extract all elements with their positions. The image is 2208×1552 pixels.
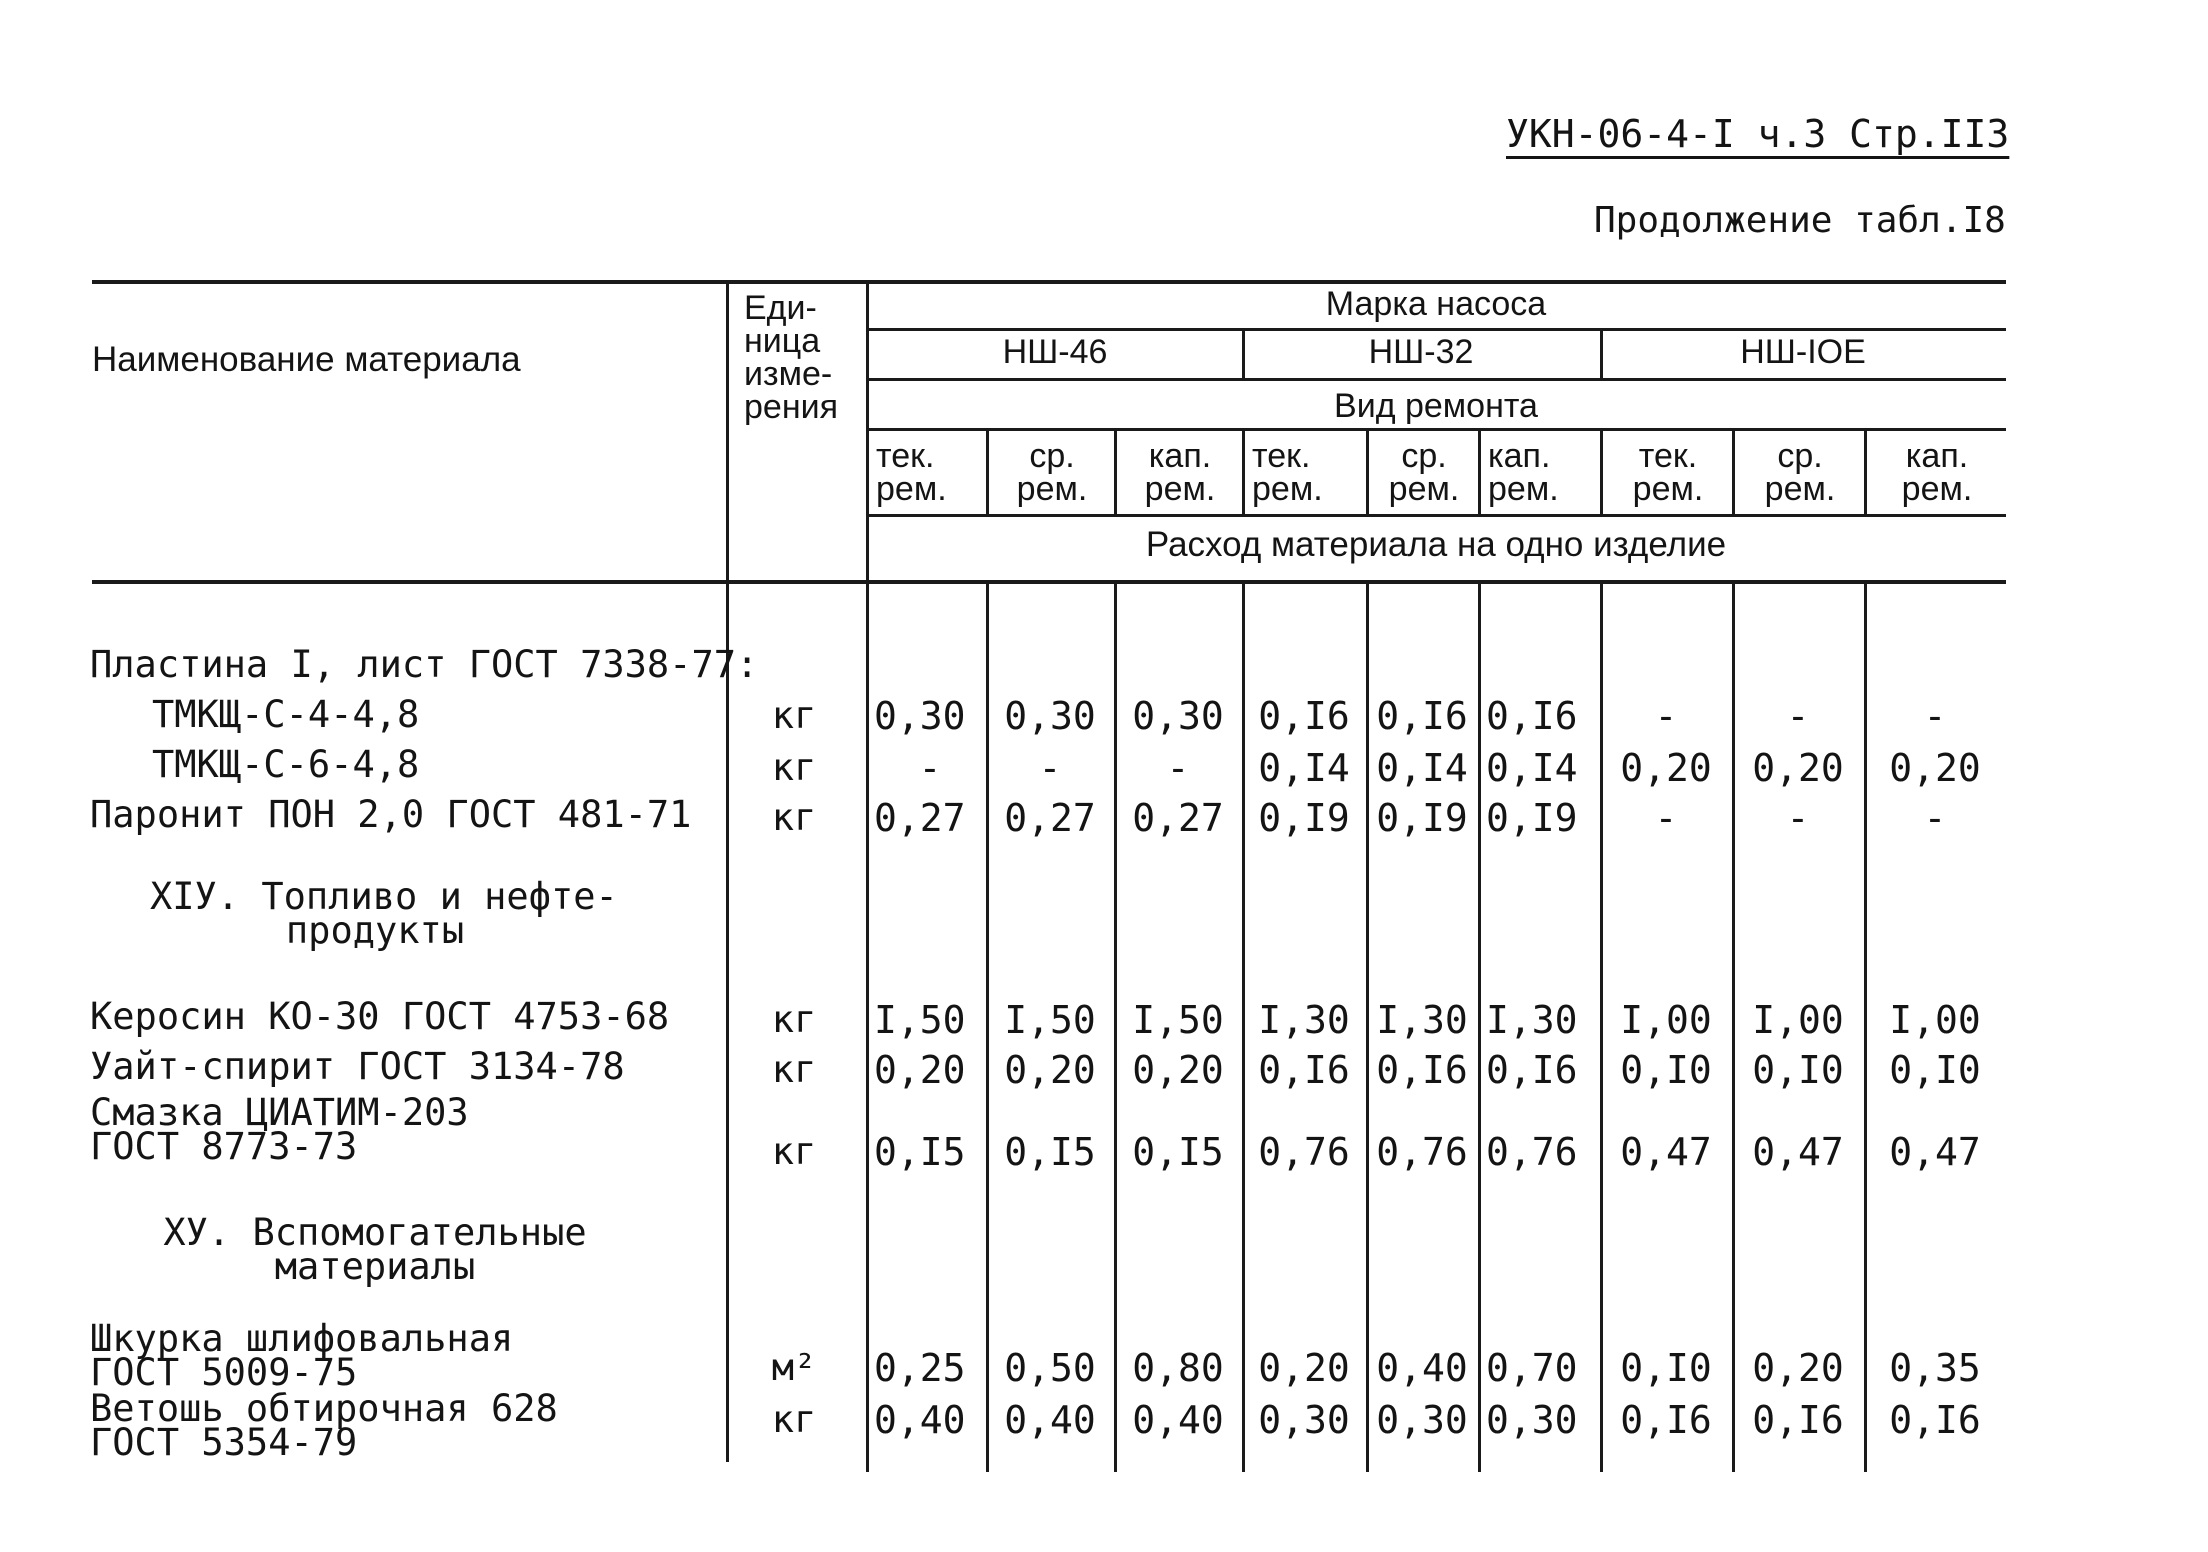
material-name-line: Смазка ЦИАТИМ-203 bbox=[90, 1091, 469, 1134]
repair-type-line: рем. bbox=[1144, 470, 1216, 508]
repair-column-separator bbox=[1600, 430, 1603, 516]
pump-rule bbox=[868, 328, 2006, 331]
value-cell: 0,I6 bbox=[1258, 1048, 1350, 1092]
value-cell: 0,80 bbox=[1132, 1346, 1224, 1390]
repair-type-line: тек. bbox=[1638, 437, 1698, 475]
material-name bbox=[152, 693, 420, 736]
value-cell: I,30 bbox=[1258, 998, 1350, 1042]
repair-type-cell bbox=[1124, 437, 1236, 508]
value-cell: 0,20 bbox=[1889, 746, 1981, 790]
value-cell: 0,I6 bbox=[1752, 1398, 1844, 1442]
name-column-header: Наименование материала bbox=[92, 340, 521, 379]
name-unit-separator bbox=[726, 282, 729, 1462]
repair-type-cell bbox=[1874, 437, 2000, 508]
repair-type-cell bbox=[1742, 437, 1858, 508]
repair-type-line: кап. bbox=[1148, 437, 1212, 475]
section-heading bbox=[150, 1211, 600, 1288]
value-cell: 0,30 bbox=[874, 694, 966, 738]
repair-type-cell bbox=[1252, 437, 1360, 508]
value-cell: 0,I6 bbox=[1486, 1048, 1578, 1092]
value-cell: 0,47 bbox=[1889, 1130, 1981, 1174]
value-cell: - bbox=[1923, 796, 1947, 840]
repair-type-cell bbox=[1610, 437, 1726, 508]
repair-type-line: тек. bbox=[1252, 437, 1311, 475]
value-cell: I,50 bbox=[1132, 998, 1224, 1042]
unit-cell: кг bbox=[771, 796, 817, 839]
repair-type-line: ср. bbox=[1401, 437, 1447, 475]
value-cell: 0,I6 bbox=[1258, 694, 1350, 738]
unit-cell: м² bbox=[771, 1346, 817, 1389]
repair-column-separator bbox=[1242, 430, 1245, 516]
repair-type-line: рем. bbox=[1632, 470, 1704, 508]
value-cell: 0,30 bbox=[1258, 1398, 1350, 1442]
material-name bbox=[90, 995, 670, 1038]
value-cell: 0,70 bbox=[1486, 1346, 1578, 1390]
value-cell: I,50 bbox=[1004, 998, 1096, 1042]
value-cell: I,30 bbox=[1486, 998, 1578, 1042]
material-name-line: ГОСТ 5009-75 bbox=[90, 1351, 358, 1394]
value-cell: 0,I5 bbox=[1132, 1130, 1224, 1174]
value-cell: 0,27 bbox=[1004, 796, 1096, 840]
table-caption: Продолжение табл.I8 bbox=[1594, 200, 2006, 241]
unit-cell: кг bbox=[771, 1130, 817, 1173]
value-cell: 0,40 bbox=[1376, 1346, 1468, 1390]
unit-header-line: изме- bbox=[744, 355, 833, 393]
material-name bbox=[90, 1045, 625, 1088]
pump-nsh10e: НШ-IOE bbox=[1740, 333, 1866, 371]
material-name bbox=[90, 1317, 514, 1394]
header-bottom-rule bbox=[92, 580, 2006, 584]
repair-type-rule bbox=[868, 378, 2006, 381]
value-cell: 0,I6 bbox=[1889, 1398, 1981, 1442]
material-name-line: Уайт-спирит ГОСТ 3134-78 bbox=[90, 1045, 625, 1088]
material-name-line: Пластина I, лист ГОСТ 7338-77: bbox=[90, 643, 759, 686]
value-cell: 0,25 bbox=[874, 1346, 966, 1390]
value-cell: - bbox=[1654, 796, 1678, 840]
repair-subheader-rule bbox=[868, 428, 2006, 431]
repair-type-line: ср. bbox=[1777, 437, 1823, 475]
unit-header-line: Еди- bbox=[744, 289, 817, 327]
value-cell: 0,I0 bbox=[1620, 1048, 1712, 1092]
repair-type-line: рем. bbox=[1901, 470, 1973, 508]
repair-type-line: рем. bbox=[1252, 470, 1323, 508]
consumption-rule bbox=[868, 514, 2006, 517]
value-cell: 0,I6 bbox=[1376, 1048, 1468, 1092]
material-name bbox=[90, 793, 692, 836]
consumption-header: Расход материала на одно изделие bbox=[1145, 525, 1727, 564]
value-cell: - bbox=[1786, 796, 1810, 840]
repair-column-separator bbox=[1114, 430, 1117, 516]
repair-column-separator bbox=[1366, 430, 1369, 516]
unit-header-line: рения bbox=[744, 388, 838, 426]
value-cell: 0,20 bbox=[1132, 1048, 1224, 1092]
value-cell: - bbox=[1654, 694, 1678, 738]
value-cell: - bbox=[1038, 746, 1062, 790]
value-cell: 0,27 bbox=[874, 796, 966, 840]
repair-column-separator bbox=[1732, 430, 1735, 516]
value-cell: 0,30 bbox=[1132, 694, 1224, 738]
repair-type-cell bbox=[876, 437, 980, 508]
table-top-rule bbox=[92, 280, 2006, 284]
value-cell: 0,I0 bbox=[1620, 1346, 1712, 1390]
value-cell: 0,30 bbox=[1376, 1398, 1468, 1442]
value-cell: 0,50 bbox=[1004, 1346, 1096, 1390]
material-name bbox=[90, 1387, 558, 1464]
value-cell: 0,I9 bbox=[1376, 796, 1468, 840]
value-cell: 0,35 bbox=[1889, 1346, 1981, 1390]
unit-column-header bbox=[744, 289, 864, 426]
value-cell: - bbox=[1786, 694, 1810, 738]
repair-type-line: ср. bbox=[1029, 437, 1075, 475]
material-name-line: ГОСТ 5354-79 bbox=[90, 1421, 358, 1464]
value-cell: 0,20 bbox=[874, 1048, 966, 1092]
repair-type-line: рем. bbox=[876, 470, 947, 508]
unit-values-separator bbox=[866, 282, 869, 1472]
section-heading-line: материалы bbox=[274, 1245, 476, 1288]
value-cell: 0,76 bbox=[1258, 1130, 1350, 1174]
repair-type-line: тек. bbox=[876, 437, 935, 475]
value-cell: 0,40 bbox=[1132, 1398, 1224, 1442]
value-cell: 0,20 bbox=[1752, 1346, 1844, 1390]
value-cell: 0,20 bbox=[1620, 746, 1712, 790]
material-name-line: Ветошь обтирочная 628 bbox=[90, 1387, 558, 1430]
repair-type-line: кап. bbox=[1905, 437, 1969, 475]
unit-cell: кг bbox=[771, 998, 817, 1041]
repair-type-cell bbox=[1488, 437, 1594, 508]
material-name-line: ГОСТ 8773-73 bbox=[90, 1125, 358, 1168]
value-cell: I,00 bbox=[1889, 998, 1981, 1042]
document-reference: УКН-06-4-I ч.3 Стр.II3 bbox=[1506, 112, 2010, 156]
value-cell: 0,I4 bbox=[1486, 746, 1578, 790]
value-cell: - bbox=[1923, 694, 1947, 738]
value-cell: 0,20 bbox=[1258, 1346, 1350, 1390]
value-cell: 0,20 bbox=[1752, 746, 1844, 790]
section-heading bbox=[150, 875, 618, 952]
unit-header-line: ница bbox=[744, 322, 821, 360]
value-cell: 0,I4 bbox=[1258, 746, 1350, 790]
material-name bbox=[152, 743, 420, 786]
material-name bbox=[90, 1091, 469, 1168]
value-cell: I,00 bbox=[1620, 998, 1712, 1042]
value-cell: 0,I6 bbox=[1620, 1398, 1712, 1442]
value-cell: I,00 bbox=[1752, 998, 1844, 1042]
value-cell: 0,I4 bbox=[1376, 746, 1468, 790]
value-cell: 0,I9 bbox=[1486, 796, 1578, 840]
value-cell: 0,30 bbox=[1486, 1398, 1578, 1442]
value-cell: - bbox=[1166, 746, 1190, 790]
value-cell: - bbox=[918, 746, 942, 790]
value-cell: I,50 bbox=[874, 998, 966, 1042]
repair-type-cell bbox=[1376, 437, 1472, 508]
material-name-line: Шкурка шлифовальная bbox=[90, 1317, 514, 1360]
material-name-line: ТМКЩ-С-4-4,8 bbox=[152, 693, 420, 736]
value-cell: 0,27 bbox=[1132, 796, 1224, 840]
value-cell: 0,I9 bbox=[1258, 796, 1350, 840]
value-cell: 0,I0 bbox=[1752, 1048, 1844, 1092]
value-cell: 0,40 bbox=[1004, 1398, 1096, 1442]
value-cell: 0,20 bbox=[1004, 1048, 1096, 1092]
unit-cell: кг bbox=[771, 694, 817, 737]
repair-type-line: рем. bbox=[1488, 470, 1559, 508]
unit-cell: кг bbox=[771, 1048, 817, 1091]
section-heading-line: ХУ. Вспомогательные bbox=[163, 1211, 587, 1254]
repair-column-separator bbox=[986, 430, 989, 516]
repair-column-separator bbox=[1864, 430, 1867, 516]
value-cell: 0,I6 bbox=[1486, 694, 1578, 738]
pump-nsh46: НШ-46 bbox=[1002, 333, 1108, 371]
section-heading-line: продукты bbox=[285, 909, 465, 952]
value-cell: 0,I5 bbox=[1004, 1130, 1096, 1174]
repair-type-line: рем. bbox=[1388, 470, 1460, 508]
value-cell: 0,I5 bbox=[874, 1130, 966, 1174]
value-cell: I,30 bbox=[1376, 998, 1468, 1042]
value-cell: 0,I6 bbox=[1376, 694, 1468, 738]
section-heading-line: XIУ. Топливо и нефте- bbox=[150, 875, 618, 918]
repair-type-header: Вид ремонта bbox=[1334, 387, 1538, 425]
material-name bbox=[90, 643, 759, 686]
unit-cell: кг bbox=[771, 1398, 817, 1441]
value-cell: 0,30 bbox=[1004, 694, 1096, 738]
repair-type-line: рем. bbox=[1016, 470, 1088, 508]
material-name-line: Керосин КО-30 ГОСТ 4753-68 bbox=[90, 995, 670, 1038]
repair-type-cell bbox=[996, 437, 1108, 508]
unit-cell: кг bbox=[771, 746, 817, 789]
value-cell: 0,47 bbox=[1620, 1130, 1712, 1174]
value-cell: 0,40 bbox=[874, 1398, 966, 1442]
repair-type-line: рем. bbox=[1764, 470, 1836, 508]
material-name-line: ТМКЩ-С-6-4,8 bbox=[152, 743, 420, 786]
repair-type-line: кап. bbox=[1488, 437, 1551, 475]
value-cell: 0,76 bbox=[1486, 1130, 1578, 1174]
value-cell: 0,47 bbox=[1752, 1130, 1844, 1174]
repair-column-separator bbox=[1478, 430, 1481, 516]
value-cell: 0,I0 bbox=[1889, 1048, 1981, 1092]
material-name-line: Паронит ПОН 2,0 ГОСТ 481-71 bbox=[90, 793, 692, 836]
pump-brand-header: Марка насоса bbox=[1325, 285, 1547, 323]
value-cell: 0,76 bbox=[1376, 1130, 1468, 1174]
pump-nsh32: НШ-32 bbox=[1368, 333, 1474, 371]
